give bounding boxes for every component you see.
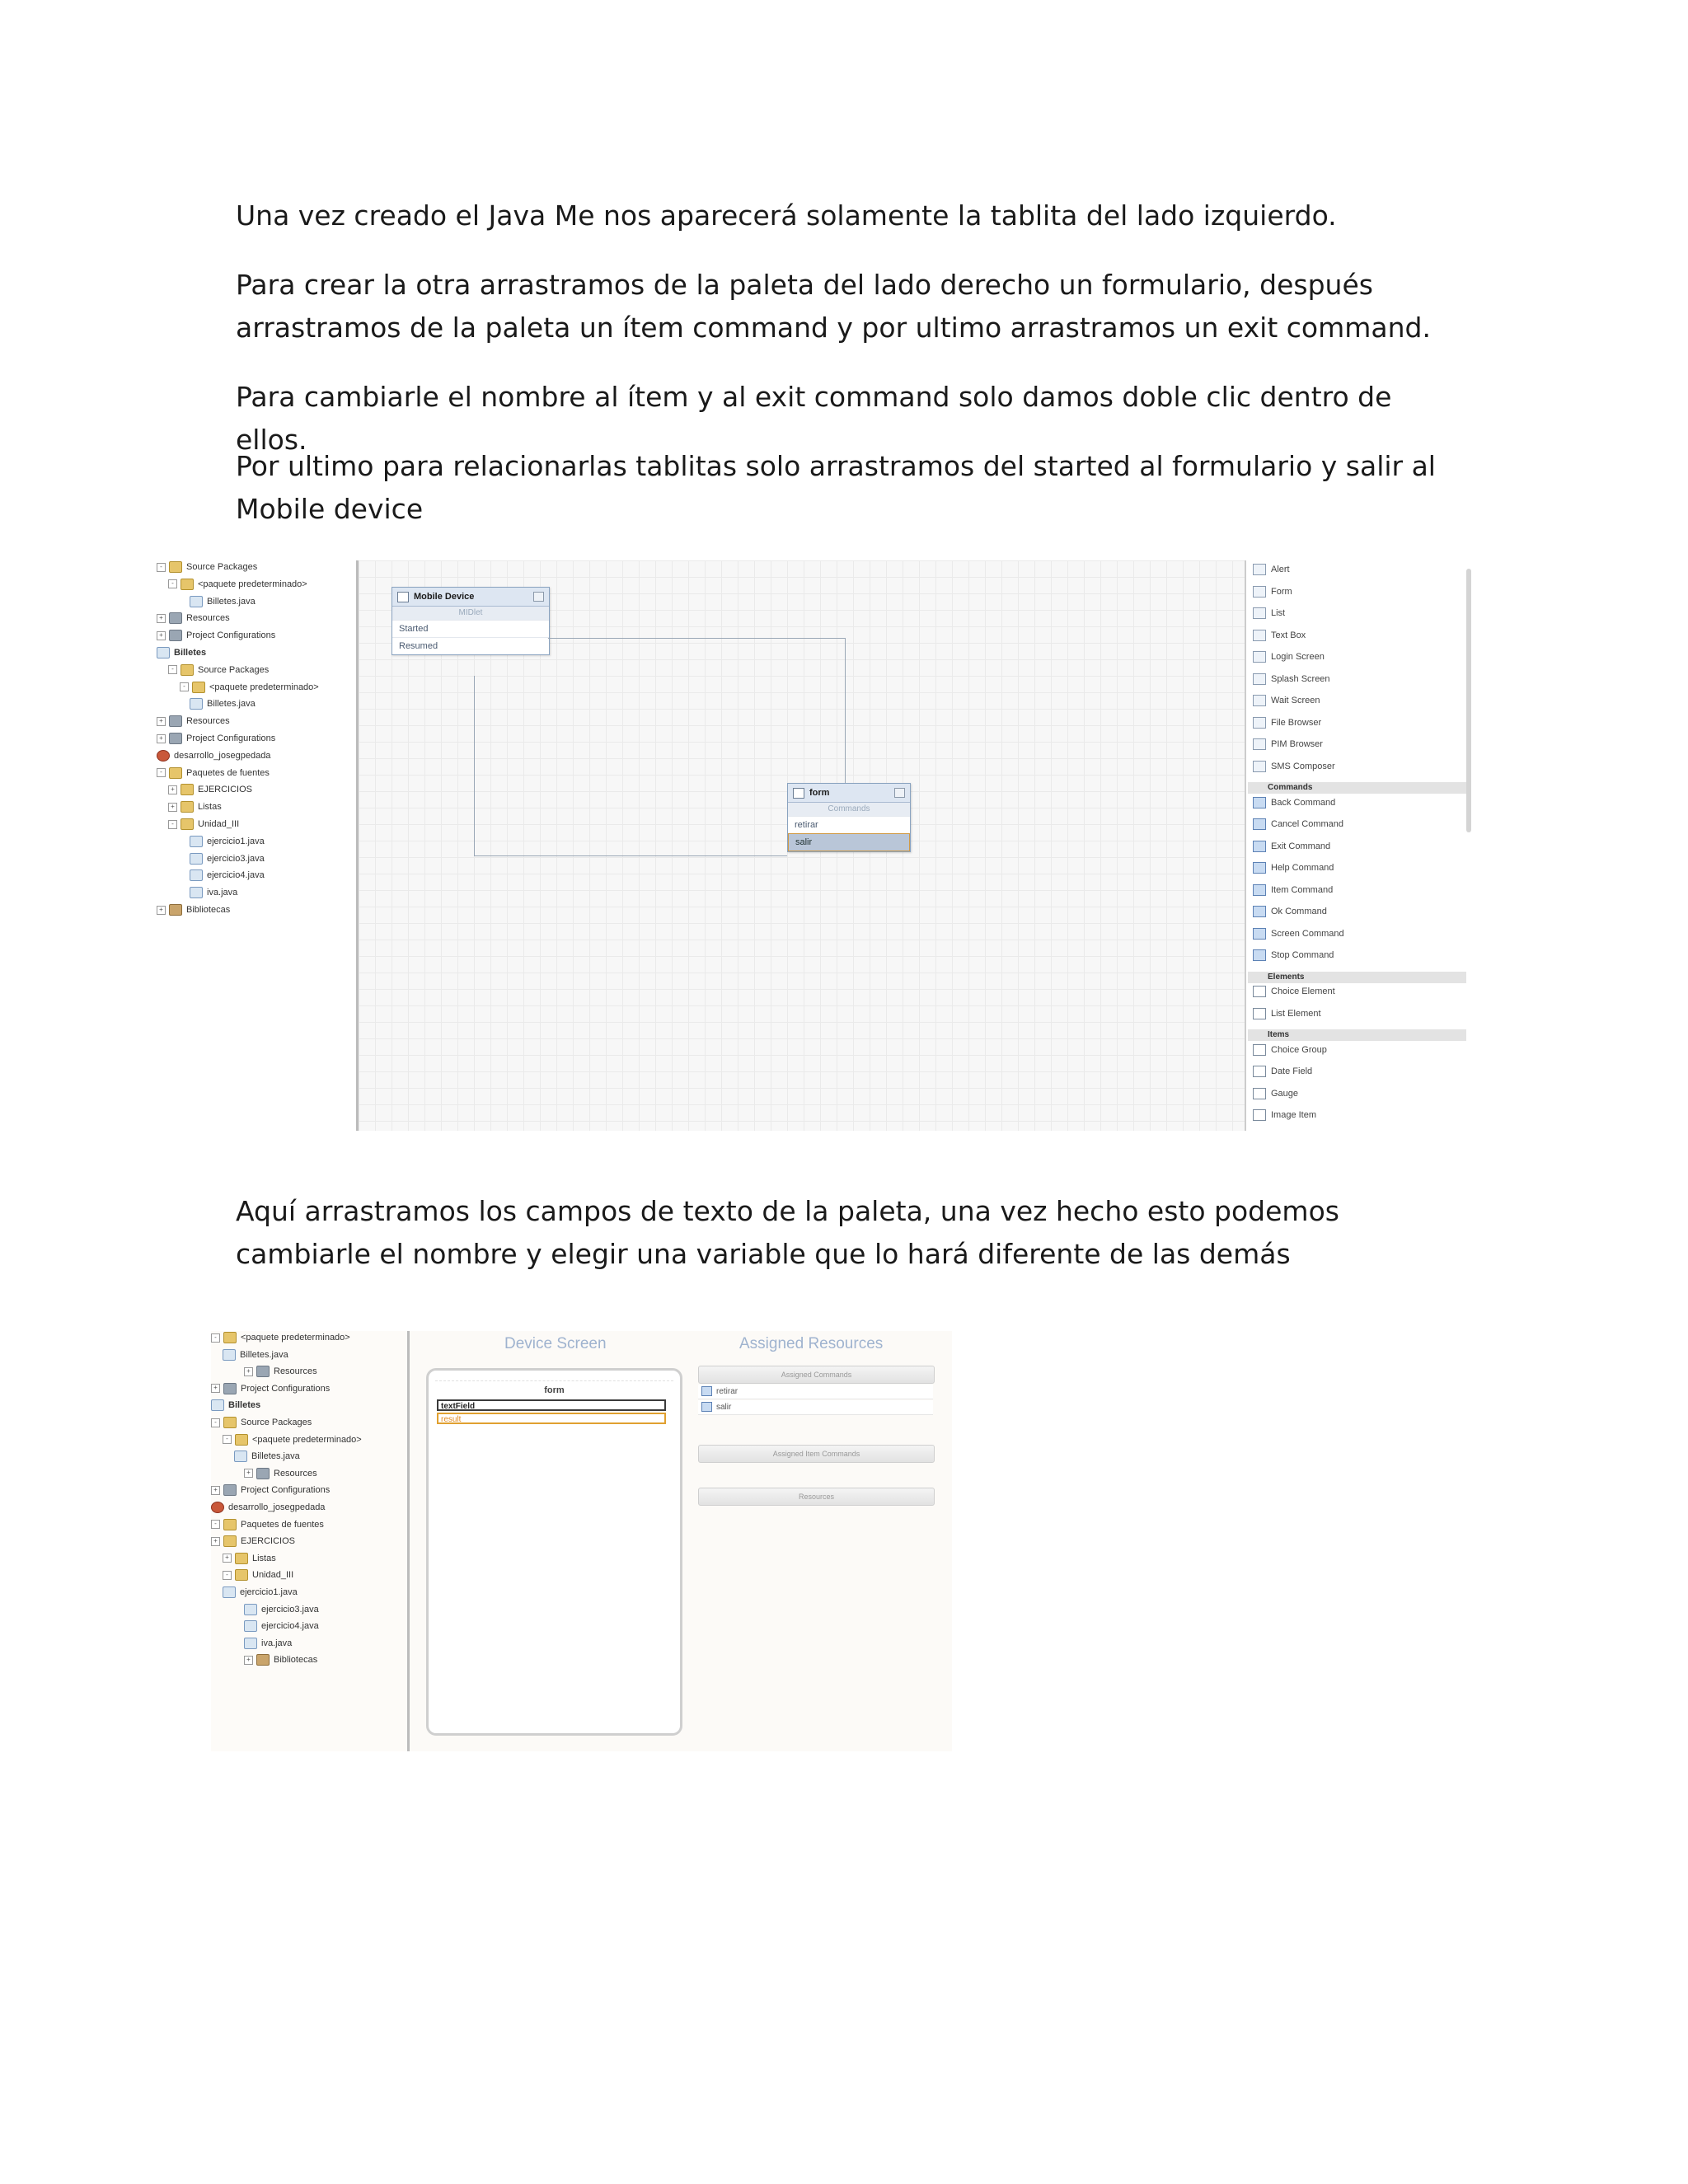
paragraph-2: Para crear la otra arrastramos de la paleta del lado derecho un formulario, después arrastramos de la paleta un ítem command y por ultimo arrastramos un exit command. — [236, 269, 1431, 344]
tree-item-label: Project Configurations — [241, 1383, 331, 1394]
checkbox-icon — [1253, 1109, 1266, 1121]
tree-item-label: Billetes.java — [240, 1349, 288, 1360]
form-title: form — [809, 788, 830, 798]
screen-icon — [1253, 761, 1266, 772]
started-to-form-wire — [548, 638, 845, 639]
mobile-device-title: Mobile Device — [414, 592, 475, 602]
folder-icon — [235, 1434, 248, 1446]
palette-item[interactable] — [1253, 1006, 1321, 1021]
retirar-command[interactable]: retirar — [788, 816, 910, 833]
command-icon — [1253, 862, 1266, 874]
palette-item-label: Login Screen — [1271, 652, 1325, 662]
tree-item-label: Source Packages — [198, 664, 270, 675]
tree-item[interactable] — [223, 1552, 276, 1565]
java-icon — [190, 887, 203, 898]
tree-item[interactable] — [168, 800, 222, 813]
command-icon — [1253, 949, 1266, 961]
expand-icon[interactable]: + — [244, 1469, 253, 1478]
collapse-icon[interactable]: - — [168, 665, 177, 674]
palette-item-label: Screen Command — [1271, 928, 1344, 939]
node-menu-icon[interactable] — [533, 592, 544, 602]
tree-item-label: Project Configurations — [186, 733, 276, 743]
screen-icon — [1253, 738, 1266, 750]
command-retirar[interactable] — [698, 1385, 933, 1399]
tree-item-label: ejercicio1.java — [240, 1587, 298, 1597]
tree-item[interactable] — [190, 886, 237, 899]
folder-icon — [223, 1417, 237, 1428]
palette-item-label: Text Box — [1271, 630, 1306, 640]
collapse-icon[interactable]: - — [211, 1333, 220, 1343]
text-field-textfield[interactable]: textField — [437, 1399, 666, 1411]
palette-item[interactable] — [1253, 883, 1333, 898]
screen-icon — [1253, 586, 1266, 598]
java-icon — [244, 1638, 257, 1649]
tree-item-label: Unidad_III — [252, 1570, 294, 1581]
palette-item-label: Image Item — [1271, 1110, 1317, 1120]
palette-item-label: Form — [1271, 586, 1292, 597]
palette-item-label: Help Command — [1271, 863, 1334, 873]
palette-item[interactable] — [1253, 584, 1292, 599]
tree-item[interactable] — [168, 663, 269, 677]
tree-item-label: desarrollo_josegpedada — [174, 750, 271, 761]
command-icon — [1253, 884, 1266, 896]
palette-item-label: List — [1271, 608, 1286, 618]
tree-item-label: iva.java — [261, 1638, 293, 1648]
palette-item[interactable] — [1253, 1064, 1312, 1079]
tree-item-label: Billetes.java — [207, 699, 256, 710]
checkbox-icon — [1253, 1008, 1266, 1019]
palette-item-label: File Browser — [1271, 717, 1322, 728]
checkbox-icon — [1253, 1066, 1266, 1077]
tree-item-label: Bibliotecas — [274, 1655, 318, 1666]
tree-item-label: Project Configurations — [186, 630, 276, 641]
tree-item[interactable] — [190, 697, 256, 710]
collapse-icon[interactable]: - — [168, 579, 177, 588]
res-icon — [256, 1366, 270, 1377]
lib-icon — [256, 1654, 270, 1666]
expand-icon[interactable]: + — [244, 1367, 253, 1376]
folder-icon — [181, 579, 194, 590]
tree-item-label: <paquete predeterminado> — [198, 579, 307, 589]
palette-item-label: Choice Element — [1271, 987, 1335, 996]
res-icon — [256, 1468, 270, 1479]
tree-item[interactable] — [211, 1416, 312, 1429]
folder-icon — [235, 1569, 248, 1581]
command-icon — [701, 1386, 712, 1396]
folder-icon — [223, 1332, 237, 1343]
palette-item-label: Wait Screen — [1271, 696, 1320, 705]
palette-item[interactable] — [1253, 817, 1343, 832]
tree-item-label: Unidad_III — [198, 819, 240, 829]
java-icon — [234, 1451, 247, 1462]
expand-icon[interactable]: + — [157, 614, 166, 623]
java-icon — [244, 1604, 257, 1615]
started-pin[interactable]: Started — [392, 620, 549, 637]
tree-item[interactable] — [223, 1348, 288, 1361]
device-screen-title: Device Screen — [504, 1335, 607, 1352]
command-salir[interactable] — [698, 1400, 933, 1415]
tree-item-label: <paquete predeterminado> — [241, 1333, 350, 1343]
folder-icon — [235, 1553, 248, 1564]
palette-item[interactable] — [1253, 562, 1290, 577]
tree-item[interactable] — [211, 1535, 295, 1548]
palette-item-label: Date Field — [1271, 1066, 1313, 1076]
tree-item[interactable] — [168, 818, 239, 831]
device-icon — [397, 592, 409, 602]
tree-item[interactable] — [157, 715, 230, 728]
tree-item-label: Bibliotecas — [186, 905, 231, 915]
tree-item[interactable] — [211, 1331, 350, 1344]
proj-icon — [211, 1502, 224, 1513]
tree-item[interactable] — [211, 1501, 325, 1514]
palette-item[interactable] — [1253, 860, 1334, 875]
tree-item[interactable] — [244, 1603, 319, 1616]
palette-item[interactable] — [1253, 795, 1335, 810]
tree-item[interactable] — [157, 560, 257, 574]
tree-item[interactable] — [211, 1518, 324, 1531]
palette-item-label: Back Command — [1271, 797, 1336, 808]
tree-item[interactable] — [168, 578, 307, 591]
text-field-result[interactable]: result — [437, 1413, 666, 1424]
palette-item[interactable] — [1253, 926, 1344, 941]
expand-icon[interactable]: + — [244, 1656, 253, 1665]
tree-item[interactable] — [190, 852, 265, 865]
component-palette — [1245, 560, 1473, 1131]
command-icon — [1253, 818, 1266, 830]
expand-icon[interactable]: + — [168, 803, 177, 812]
folder-icon — [223, 1519, 237, 1530]
tree-item-label: Listas — [198, 802, 222, 813]
screen-icon — [1253, 717, 1266, 729]
form-node[interactable] — [787, 783, 911, 852]
expand-icon[interactable]: + — [157, 906, 166, 915]
screenshot-flow-designer — [157, 560, 1344, 1131]
tree-item[interactable] — [223, 1586, 298, 1599]
lib-icon — [169, 904, 182, 916]
tree-item[interactable] — [180, 681, 319, 694]
tree-item-label: Billetes — [174, 648, 207, 658]
expand-icon[interactable]: + — [168, 785, 177, 794]
screen-icon — [1253, 564, 1266, 575]
tree-item-label: <paquete predeterminado> — [209, 682, 319, 692]
folder-icon — [192, 682, 205, 693]
screen-designer — [407, 1331, 952, 1751]
palette-item[interactable] — [1253, 649, 1325, 664]
palette-item[interactable] — [1253, 839, 1330, 854]
tree-item-label: Source Packages — [186, 562, 258, 572]
started-to-form-wire-vertical — [845, 638, 846, 783]
tree-item[interactable] — [157, 612, 230, 625]
tree-item[interactable] — [190, 595, 256, 608]
command-icon — [1253, 797, 1266, 808]
expand-icon[interactable]: + — [211, 1384, 220, 1393]
tree-item-label: EJERCICIOS — [198, 785, 253, 795]
java-icon — [157, 647, 170, 658]
palette-item-label: Ok Command — [1271, 907, 1327, 916]
collapse-icon[interactable]: - — [223, 1435, 232, 1444]
tree-item[interactable] — [157, 903, 230, 916]
tree-item[interactable] — [244, 1467, 317, 1480]
palette-item[interactable] — [1253, 628, 1306, 643]
tree-item-label: Paquetes de fuentes — [186, 767, 270, 778]
palette-item[interactable] — [1253, 606, 1285, 621]
paragraph-5: Aquí arrastramos los campos de texto de la paleta, una vez hecho esto podemos cambiarle el nombre y elegir una variable que lo hará diferente de las demás — [236, 1195, 1339, 1270]
command-icon — [701, 1402, 712, 1412]
palette-item-label: Choice Group — [1271, 1044, 1327, 1055]
palette-category[interactable]: Commands — [1248, 782, 1466, 794]
java-icon — [244, 1620, 257, 1632]
java-icon — [223, 1349, 236, 1361]
screenshot-screen-designer — [211, 1331, 950, 1751]
command-icon — [1253, 841, 1266, 852]
palette-item-label: Splash Screen — [1271, 673, 1330, 684]
expand-icon[interactable]: + — [157, 717, 166, 726]
tree-item[interactable] — [157, 749, 270, 762]
resumed-pin[interactable]: Resumed — [392, 637, 549, 654]
res-icon — [169, 612, 182, 624]
tree-item[interactable] — [157, 629, 275, 642]
tree-item[interactable] — [234, 1450, 300, 1463]
folder-icon — [181, 664, 194, 676]
tree-item[interactable] — [211, 1483, 330, 1497]
palette-item-label: Alert — [1271, 565, 1290, 574]
project-tree — [211, 1331, 405, 1751]
tree-item-label: Resources — [274, 1468, 317, 1479]
collapse-icon[interactable]: - — [157, 768, 166, 777]
screen-icon — [1253, 630, 1266, 641]
tree-item-label: Project Configurations — [241, 1485, 331, 1496]
tree-item-label: iva.java — [207, 888, 238, 898]
assigned-resources-title: Assigned Resources — [739, 1335, 884, 1352]
tree-item-label: Billetes — [228, 1400, 261, 1411]
form-label: form — [544, 1385, 565, 1395]
palette-item-label: Cancel Command — [1271, 819, 1344, 829]
palette-item[interactable] — [1253, 984, 1335, 999]
command-icon — [1253, 906, 1266, 917]
tree-item-label: ejercicio3.java — [261, 1604, 319, 1615]
mobile-device-node[interactable] — [392, 587, 550, 655]
tree-item-label: desarrollo_josegpedada — [228, 1502, 326, 1512]
tree-item-label: EJERCICIOS — [241, 1536, 296, 1547]
palette-item[interactable] — [1253, 1043, 1327, 1057]
form-subtitle: Commands — [788, 803, 910, 816]
res-icon — [169, 630, 182, 641]
form-icon — [793, 788, 804, 799]
res-icon — [169, 733, 182, 744]
tree-item[interactable] — [244, 1365, 317, 1378]
expand-icon[interactable]: + — [157, 734, 166, 743]
tree-item[interactable] — [244, 1653, 317, 1666]
palette-item-label: PIM Browser — [1271, 739, 1323, 749]
salir-to-device-wire — [474, 855, 787, 856]
assigned-commands-button[interactable]: Assigned Commands — [698, 1366, 935, 1384]
palette-item[interactable] — [1253, 715, 1321, 730]
res-icon — [169, 715, 182, 727]
java-icon — [211, 1399, 224, 1411]
palette-item[interactable] — [1253, 948, 1334, 963]
tree-item-label: Source Packages — [241, 1418, 312, 1427]
palette-item[interactable] — [1253, 904, 1327, 919]
tree-item[interactable] — [168, 783, 252, 796]
tree-item[interactable] — [223, 1433, 362, 1446]
command-label: retirar — [716, 1387, 738, 1396]
flow-canvas[interactable] — [356, 560, 1245, 1131]
folder-icon — [181, 801, 194, 813]
palette-item[interactable] — [1253, 737, 1323, 752]
java-icon — [190, 698, 203, 710]
tree-item[interactable] — [244, 1619, 319, 1633]
checkbox-icon — [1253, 1088, 1266, 1099]
tree-item[interactable] — [157, 732, 275, 745]
java-icon — [190, 869, 203, 881]
folder-icon — [181, 784, 194, 795]
tree-item[interactable] — [244, 1637, 292, 1650]
tree-item[interactable] — [190, 835, 265, 848]
res-icon — [223, 1383, 237, 1394]
paragraph-3: Para cambiarle el nombre al ítem y al exit command solo damos doble clic dentro de ellos. — [236, 381, 1392, 456]
tree-item-label: <paquete predeterminado> — [252, 1434, 362, 1445]
tree-item[interactable] — [190, 869, 265, 882]
screen-icon — [1253, 695, 1266, 706]
collapse-icon[interactable]: - — [223, 1571, 232, 1580]
tree-item-label: Listas — [252, 1553, 276, 1563]
collapse-icon[interactable]: - — [157, 563, 166, 572]
palette-item[interactable] — [1253, 759, 1335, 774]
expand-icon[interactable]: + — [211, 1486, 220, 1495]
tree-item-label: Resources — [274, 1366, 317, 1377]
res-icon — [223, 1484, 237, 1496]
tree-item-label: ejercicio4.java — [207, 870, 265, 881]
command-icon — [1253, 928, 1266, 940]
palette-item-label: Stop Command — [1271, 950, 1334, 960]
collapse-icon[interactable]: - — [211, 1520, 220, 1529]
tree-item[interactable] — [157, 766, 270, 780]
tree-item[interactable] — [211, 1382, 330, 1395]
expand-icon[interactable]: + — [223, 1554, 232, 1563]
mobile-device-subtitle: MIDlet — [392, 607, 549, 620]
checkbox-icon — [1253, 986, 1266, 997]
salir-command[interactable]: salir — [788, 833, 910, 851]
java-icon — [190, 596, 203, 607]
java-icon — [190, 853, 203, 865]
screen-icon — [1253, 607, 1266, 619]
java-icon — [223, 1586, 236, 1598]
assigned-item-commands-button[interactable]: Assigned Item Commands — [698, 1445, 935, 1463]
palette-scrollbar[interactable] — [1466, 569, 1471, 832]
paragraph-4: Por ultimo para relacionarlas tablitas solo arrastramos del started al formulario y salir al Mobile device — [236, 450, 1436, 525]
screen-icon — [1253, 673, 1266, 685]
folder-icon — [169, 561, 182, 573]
resources-button[interactable]: Resources — [698, 1488, 935, 1506]
palette-item-label: Gauge — [1271, 1088, 1299, 1099]
tree-item-label: ejercicio1.java — [207, 836, 265, 846]
palette-item-label: SMS Composer — [1271, 761, 1335, 771]
java-icon — [190, 836, 203, 847]
folder-icon — [223, 1535, 237, 1547]
expand-icon[interactable]: + — [157, 631, 166, 640]
palette-item-label: Item Command — [1271, 884, 1334, 895]
collapse-icon[interactable]: - — [168, 820, 177, 829]
folder-icon — [181, 818, 194, 830]
tree-item[interactable] — [211, 1399, 260, 1412]
checkbox-icon — [1253, 1044, 1266, 1056]
tree-item[interactable] — [157, 646, 206, 659]
palette-item[interactable] — [1253, 672, 1330, 687]
collapse-icon[interactable]: - — [180, 682, 189, 691]
tree-item[interactable] — [223, 1568, 293, 1582]
proj-icon — [157, 750, 170, 762]
palette-category[interactable]: Items — [1248, 1029, 1466, 1041]
expand-icon[interactable]: + — [211, 1537, 220, 1546]
palette-item-label: List Element — [1271, 1008, 1321, 1019]
command-label: salir — [716, 1403, 732, 1412]
collapse-icon[interactable]: - — [211, 1418, 220, 1427]
tree-item-label: Billetes.java — [251, 1451, 300, 1462]
project-tree — [157, 560, 354, 1131]
palette-category[interactable]: Elements — [1248, 972, 1466, 983]
folder-icon — [169, 767, 182, 779]
palette-item[interactable] — [1253, 693, 1320, 708]
node-menu-icon[interactable] — [894, 788, 905, 798]
tree-item-label: ejercicio4.java — [261, 1621, 319, 1632]
palette-item[interactable] — [1253, 1108, 1316, 1122]
device-screen[interactable] — [426, 1368, 682, 1736]
tree-item-label: ejercicio3.java — [207, 853, 265, 864]
tree-item-label: Resources — [186, 613, 230, 624]
tree-item-label: Billetes.java — [207, 596, 256, 607]
screen-icon — [1253, 651, 1266, 663]
paragraph-1: Una vez creado el Java Me nos aparecerá solamente la tablita del lado izquierdo. — [236, 199, 1337, 232]
salir-to-device-wire-vertical — [474, 676, 475, 855]
palette-item-label: Exit Command — [1271, 841, 1331, 851]
tree-item-label: Resources — [186, 716, 230, 727]
palette-item[interactable] — [1253, 1086, 1298, 1101]
tree-item-label: Paquetes de fuentes — [241, 1519, 324, 1530]
